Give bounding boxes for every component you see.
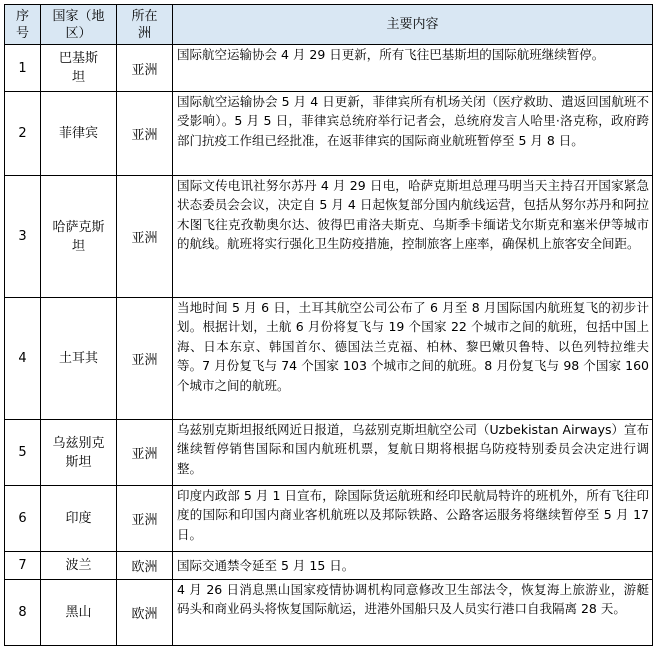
row-region: 欧洲: [117, 552, 173, 580]
flight-status-table: [4, 4, 653, 646]
header-region: 所在洲: [117, 5, 173, 45]
row-index: 7: [5, 552, 41, 580]
row-region: 亚洲: [117, 420, 173, 486]
row-content: 当地时间 5 月 6 日，土耳其航空公司公布了 6 月至 8 月国际国内航班复飞的初步计划。根据计划，土航 6 月份将复飞与 19 个国家 22 个城市之间的航班，包括中国上海、日本东京、韩国首尔、德国法兰克福、柏林、黎巴嫩贝鲁特、以色列特拉维夫等。7 月份复飞与 74 个国家 103 个城市之间的航班。8 月份复飞与 98 个国家 160 个城市之间的航班。: [173, 298, 653, 420]
row-index: 2: [5, 92, 41, 176]
row-region: 亚洲: [117, 45, 173, 92]
row-content: 国际航空运输协会 4 月 29 日更新，所有飞往巴基斯坦的国际航班继续暂停。: [173, 45, 653, 92]
table-row: [5, 486, 653, 552]
table-row: [5, 298, 653, 420]
row-country: 印度: [41, 486, 117, 552]
row-country: 黑山: [41, 580, 117, 646]
row-index: 5: [5, 420, 41, 486]
table-row: [5, 45, 653, 92]
row-index: 6: [5, 486, 41, 552]
row-country: 土耳其: [41, 298, 117, 420]
row-country: 哈萨克斯坦: [41, 176, 117, 298]
row-region: 欧洲: [117, 580, 173, 646]
row-region: 亚洲: [117, 92, 173, 176]
row-country: 乌兹别克斯坦: [41, 420, 117, 486]
row-content: 4 月 26 日消息黑山国家疫情协调机构同意修改卫生部法令，恢复海上旅游业，游艇码头和商业码头将恢复国际航运，进港外国船只及人员实行港口自我隔离 28 天。: [173, 580, 653, 646]
row-region: 亚洲: [117, 298, 173, 420]
table-row: [5, 580, 653, 646]
table-row: [5, 176, 653, 298]
header-content: 主要内容: [173, 5, 653, 45]
row-region: 亚洲: [117, 486, 173, 552]
row-index: 4: [5, 298, 41, 420]
row-content: 乌兹别克斯坦报纸网近日报道，乌兹别克斯坦航空公司（Uzbekistan Airways）宣布继续暂停销售国际和国内航班机票，复航日期将根据乌防疫特别委员会决定进行调整。: [173, 420, 653, 486]
row-content: 印度内政部 5 月 1 日宣布，除国际货运航班和经印民航局特许的班机外，所有飞往印度的国际和印国内商业客机航班以及邦际铁路、公路客运服务将继续暂停至 5 月 17 日。: [173, 486, 653, 552]
row-content: 国际航空运输协会 5 月 4 日更新，菲律宾所有机场关闭（医疗救助、遣返回国航班不受影响）。5 月 5 日，菲律宾总统府举行记者会，总统府发言人哈里·洛克称，政府跨部门抗疫工作组已经批准，在返菲律宾的国际商业航班暂停至 5 月 8 日。: [173, 92, 653, 176]
header-country: 国家（地区）: [41, 5, 117, 45]
header-index: 序号: [5, 5, 41, 45]
header-row: [5, 5, 653, 45]
table-row: [5, 92, 653, 176]
row-country: 巴基斯坦: [41, 45, 117, 92]
row-country: 波兰: [41, 552, 117, 580]
row-country: 菲律宾: [41, 92, 117, 176]
row-index: 1: [5, 45, 41, 92]
row-index: 8: [5, 580, 41, 646]
row-index: 3: [5, 176, 41, 298]
table-row: [5, 420, 653, 486]
table-row: [5, 552, 653, 580]
row-content: 国际文传电讯社努尔苏丹 4 月 29 日电，哈萨克斯坦总理马明当天主持召开国家紧急状态委员会会议，决定自 5 月 4 日起恢复部分国内航线运营，包括从努尔苏丹和阿拉木图飞往克孜勒奥尔达、彼得巴甫洛夫斯克、乌斯季卡缅诺戈尔斯克和塞米伊等城市的航线。航班将实行强化卫生防疫措施，控制旅客上座率，确保机上旅客安全间距。: [173, 176, 653, 298]
row-content: 国际交通禁令延至 5 月 15 日。: [173, 552, 653, 580]
row-region: 亚洲: [117, 176, 173, 298]
